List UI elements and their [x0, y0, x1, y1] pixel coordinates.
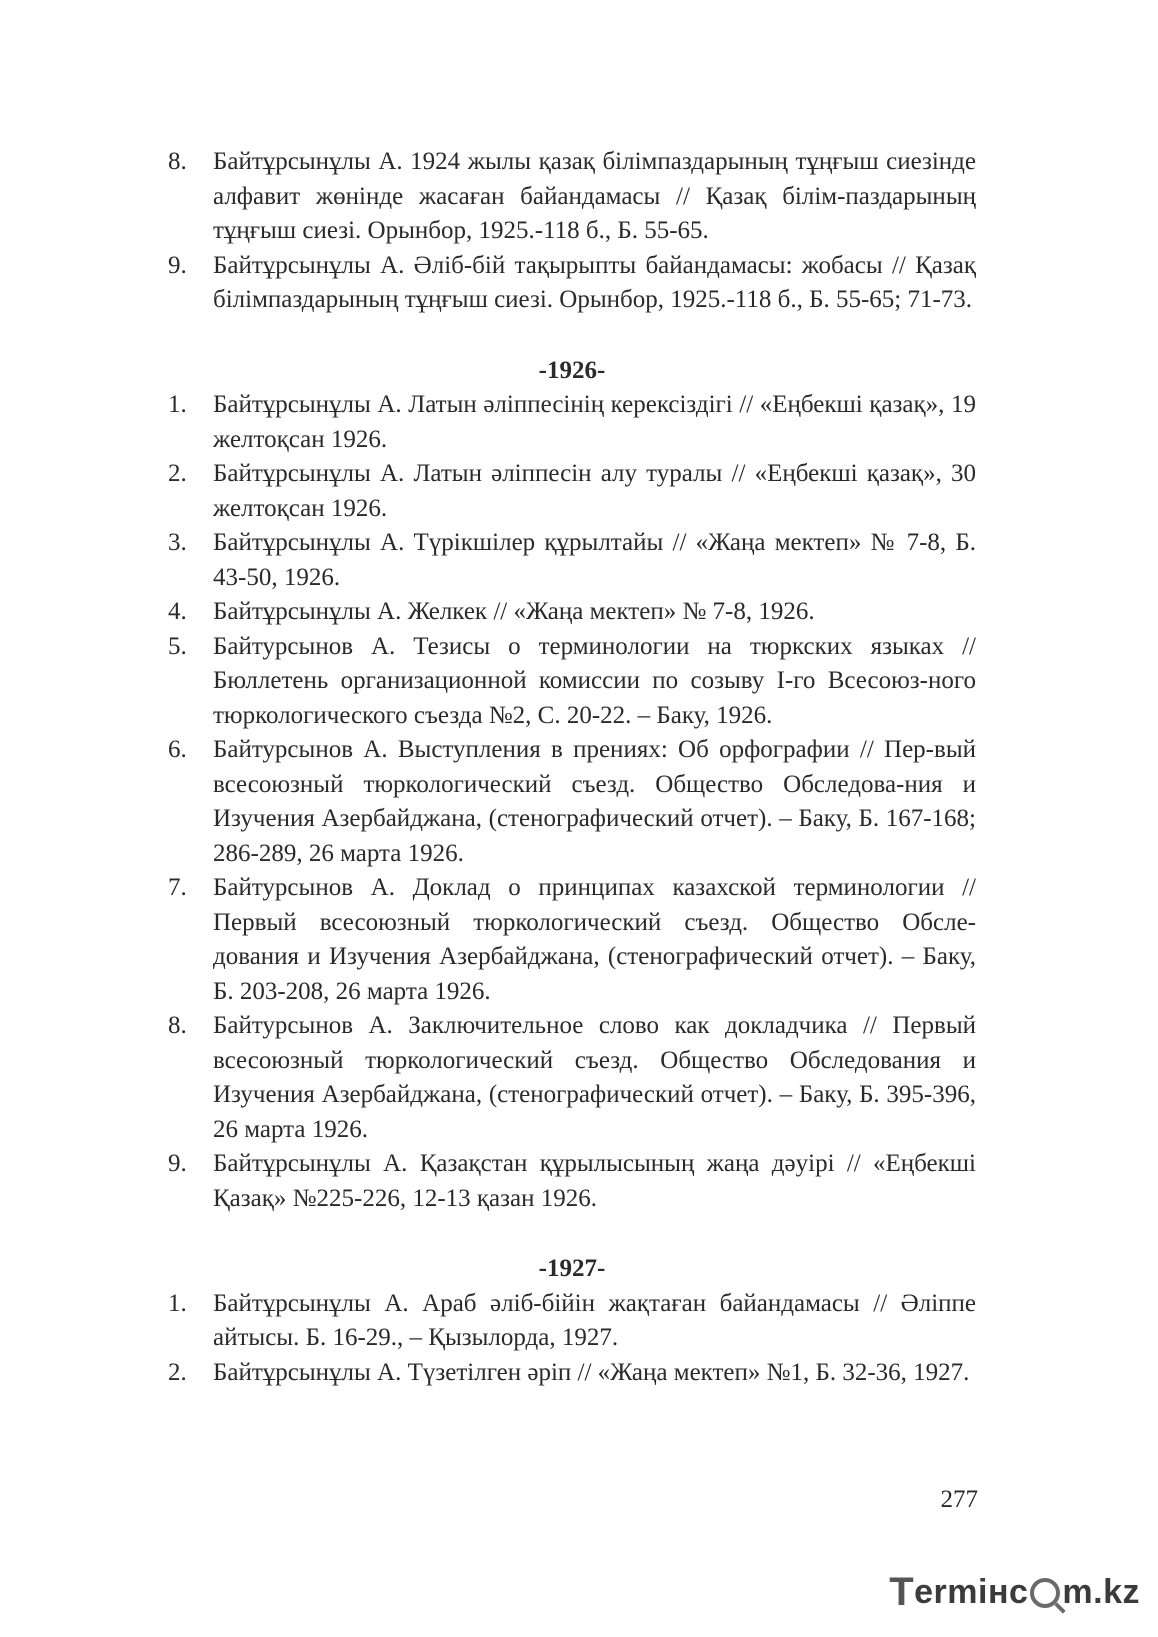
list-item [168, 595, 976, 630]
entry-text: Байтұрсынұлы А. Желкек // «Жаңа мектеп» № 7-8, 1926. [213, 598, 815, 625]
section-heading-1927: -1927- [538, 1255, 606, 1282]
entry-text: Байтурсынов А. Тезисы о терминологии на тюркских языках // Бюллетень организационной комиссии по созыву I-го Всесоюз-ного тюркологического съезда №2, С. 20-22. – Баку, 1926. [213, 632, 976, 729]
watermark-prefix: T [889, 1570, 915, 1614]
page-number: 277 [940, 1486, 978, 1513]
section-1926 [168, 354, 976, 1217]
entry-number: 2. [168, 460, 187, 487]
entry-number: 4. [168, 598, 187, 625]
list-item [168, 388, 976, 457]
list-item [168, 1356, 976, 1391]
section-continuation [168, 145, 976, 318]
entry-text: Байтурсынов А. Доклад о принципах казахской терминологии // Первый всесоюзный тюркологический съезд. Общество Обсле-дования и Изучения Азербайджана, (стенографический отчет). – Баку, Б. 203-208, 26 марта 1926. [213, 874, 976, 1005]
entry-text: Байтұрсынұлы А. Түрікшілер құрылтайы // «Жаңа мектеп» № 7-8, Б. 43-50, 1926. [213, 529, 976, 591]
list-item [168, 733, 976, 871]
entry-number: 1. [168, 1289, 187, 1317]
entry-number: 6. [168, 736, 187, 763]
entry-number: 5. [168, 632, 187, 660]
entry-text: Байтұрсынұлы А. Түзетілген әріп // «Жаңа мектеп» №1, Б. 32-36, 1927. [213, 1358, 970, 1386]
list-item [168, 249, 976, 318]
watermark-logo [889, 1570, 1140, 1615]
entry-text: Байтұрсынұлы А. Әліб-бій тақырыпты байандамасы: жобасы // Қазақ білімпаздарының тұңғыш сиезі. Орынбор, 1925.-118 б., Б. 55-65; 71-73. [213, 251, 976, 313]
entry-number: 2. [168, 1358, 187, 1386]
list-item [168, 1287, 976, 1356]
entry-text: Байтұрсынұлы А. Латын әліппесінің керексіздігі // «Еңбекші қазақ», 19 желтоқсан 1926. [213, 391, 976, 453]
list-item [168, 871, 976, 1009]
entry-number: 7. [168, 874, 187, 901]
entry-number: 3. [168, 529, 187, 556]
list-item [168, 145, 976, 249]
watermark-suffix: m.kz [1062, 1573, 1140, 1611]
entry-number: 9. [168, 1150, 187, 1177]
section-1927 [168, 1252, 976, 1390]
entry-number: 8. [168, 1012, 187, 1039]
list-item [168, 1147, 976, 1216]
entry-number: 1. [168, 391, 187, 418]
entry-text: Байтурсынов А. Выступления в прениях: Об орфографии // Пер-вый всесоюзный тюркологический съезд. Общество Обследова-ния и Изучения Азербайджана, (стенографический отчет). – Баку, Б. 167-168; 286-289, 26 марта 1926. [213, 736, 976, 867]
entry-number: 8. [168, 148, 187, 175]
entry-text: Байтұрсынұлы А. 1924 жылы қазақ білімпаздарының тұңғыш сиезінде алфавит жөнінде жасаған байандамасы // Қазақ білім-паздарының тұңғыш сиезі. Орынбор, 1925.-118 б., Б. 55-65. [213, 148, 976, 244]
entry-text: Байтұрсынұлы А. Қазақстан құрылысының жаңа дәуірі // «Еңбекші Қазақ» №225-226, 12-13 қазан 1926. [213, 1150, 976, 1212]
list-item [168, 457, 976, 526]
watermark-mid: ermінc [914, 1573, 1029, 1611]
section-heading-1926: -1926- [538, 356, 606, 384]
page-content [168, 145, 976, 1390]
list-item [168, 1009, 976, 1147]
entry-text: Байтұрсынұлы А. Латын әліппесін алу туралы // «Еңбекші қазақ», 30 желтоқсан 1926. [213, 460, 976, 522]
list-item [168, 630, 976, 734]
entry-text: Байтұрсынұлы А. Араб әліб-бійін жақтаған байандамасы // Әліппе айтысы. Б. 16-29., – Қызылорда, 1927. [213, 1289, 976, 1351]
entry-number: 9. [168, 251, 187, 279]
list-item [168, 526, 976, 595]
entry-text: Байтурсынов А. Заключительное слово как докладчика // Первый всесоюзный тюркологический съезд. Общество Обследования и Изучения Азербайджана, (стенографический отчет). – Баку, Б. 395-396, 26 марта 1926. [213, 1012, 976, 1143]
magnifier-icon [1030, 1578, 1060, 1608]
